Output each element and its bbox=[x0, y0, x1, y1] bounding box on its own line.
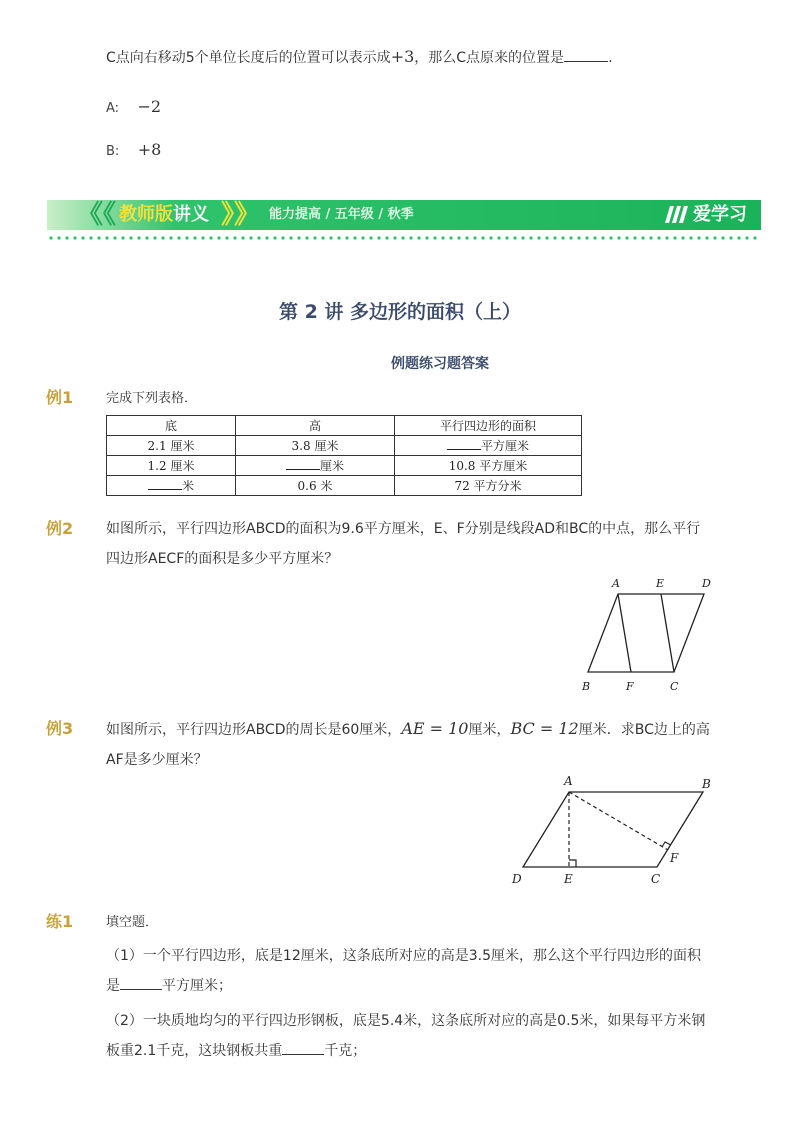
blank-line bbox=[286, 458, 320, 470]
table-cell: 72 平方分米 bbox=[395, 476, 582, 496]
banner-logo-text: 爱学习 bbox=[693, 204, 747, 225]
table-cell: 0.6 米 bbox=[236, 476, 395, 496]
top-question bbox=[106, 42, 746, 73]
table-cell: 3.8 厘米 bbox=[236, 436, 395, 456]
table-row bbox=[107, 476, 582, 496]
left-chevron-icon: 《《 bbox=[77, 200, 117, 230]
point-label: C bbox=[670, 680, 679, 693]
point-label: D bbox=[702, 577, 711, 590]
point-label: F bbox=[626, 680, 634, 693]
banner-breadcrumb: 能力提高 / 五年级 / 秋季 bbox=[269, 207, 414, 222]
point-label: E bbox=[564, 872, 573, 886]
question-end: . bbox=[608, 50, 613, 66]
aixuexi-logo-icon bbox=[663, 203, 691, 227]
table-cell-blank[interactable] bbox=[395, 436, 582, 456]
right-chevron-icon: 》》 bbox=[221, 200, 261, 230]
practice-1-item-2 bbox=[106, 1006, 746, 1066]
option-b-key: B: bbox=[106, 144, 120, 159]
table-row bbox=[107, 456, 582, 476]
item-2-line2 bbox=[106, 1036, 746, 1066]
point-label: B bbox=[582, 680, 591, 693]
table-header-cell: 高 bbox=[236, 416, 395, 436]
example-2-label: 例2 bbox=[46, 519, 74, 538]
blank-line bbox=[148, 478, 182, 490]
banner-brand bbox=[119, 204, 209, 226]
option-a-value: −2 bbox=[137, 97, 162, 116]
practice-1-text: 填空题． bbox=[106, 915, 159, 930]
unit-2: 厘米．求BC边上的高 bbox=[578, 722, 710, 738]
figure-parallelogram-aecf bbox=[574, 574, 724, 698]
question-text: C点向右移动5个单位长度后的位置可以表示成 bbox=[106, 50, 391, 66]
example-3-label: 例3 bbox=[46, 719, 74, 738]
answer-blank[interactable] bbox=[120, 975, 162, 990]
equation-bc: BC = 12 bbox=[510, 719, 579, 738]
equation-ae: AE = 10 bbox=[401, 719, 469, 738]
item-1-line2-pre: 是 bbox=[106, 978, 120, 994]
point-label: E bbox=[656, 577, 665, 590]
segment-ec bbox=[661, 594, 674, 672]
question-text-post: ，那么C点原来的位置是 bbox=[414, 50, 565, 66]
parallelogram-abcd bbox=[588, 594, 704, 672]
table-row bbox=[107, 436, 582, 456]
table-cell: 2.1 厘米 bbox=[107, 436, 236, 456]
answer-blank[interactable] bbox=[282, 1040, 324, 1055]
example-2-line2: 四边形AECF的面积是多少平方厘米？ bbox=[106, 551, 339, 567]
table-header-cell: 平行四边形的面积 bbox=[395, 416, 582, 436]
table-header-row bbox=[107, 416, 582, 436]
item-2-line1: （2）一块质地均匀的平行四边形钢板，底是5.4米，这条底所对应的高是0.5米，如果每平方米钢 bbox=[106, 1013, 706, 1029]
table-cell-unit: 平方厘米 bbox=[480, 439, 529, 453]
table-cell-blank[interactable] bbox=[236, 456, 395, 476]
example-1-text: 完成下列表格． bbox=[106, 391, 198, 406]
banner-brand-part1: 教师版 bbox=[119, 204, 173, 225]
item-1-line1: （1）一个平行四边形，底是12厘米，这条底所对应的高是3.5厘米，那么这个平行四边形的面积 bbox=[106, 948, 701, 964]
segment-af bbox=[618, 594, 631, 672]
header-banner bbox=[47, 200, 761, 230]
table-header-cell: 底 bbox=[107, 416, 236, 436]
table-cell: 10.8 平方厘米 bbox=[395, 456, 582, 476]
option-a-key: A: bbox=[106, 101, 120, 116]
option-b[interactable] bbox=[106, 140, 161, 162]
table-cell: 1.2 厘米 bbox=[107, 456, 236, 476]
banner-brand-part2: 讲义 bbox=[173, 204, 209, 225]
table-cell-unit: 厘米 bbox=[319, 459, 344, 473]
question-value: +3 bbox=[390, 47, 415, 66]
example-3-text bbox=[106, 714, 746, 775]
point-label: A bbox=[564, 774, 573, 788]
unit-1: 厘米， bbox=[468, 722, 511, 738]
option-a[interactable] bbox=[106, 97, 161, 119]
point-label: C bbox=[651, 872, 661, 886]
example-2-text bbox=[106, 514, 746, 574]
example-1-label: 例1 bbox=[46, 388, 74, 407]
example-2-line1: 如图所示，平行四边形ABCD的面积为9.6平方厘米，E、F分别是线段AD和BC的中点，那么平行 bbox=[106, 521, 701, 537]
practice-1-item-1 bbox=[106, 941, 746, 1001]
section-title: 例题练习题答案 bbox=[391, 356, 489, 372]
lecture-title: 第 2 讲 多边形的面积（上） bbox=[278, 301, 522, 323]
item-1-line2 bbox=[106, 971, 746, 1001]
item-2-line2-pre: 板重2.1千克，这块钢板共重 bbox=[106, 1043, 283, 1059]
table-cell-blank[interactable] bbox=[107, 476, 236, 496]
table-cell-unit: 米 bbox=[181, 479, 194, 493]
example-3-line2: AF是多少厘米？ bbox=[106, 752, 208, 768]
practice-1-label: 练1 bbox=[46, 912, 74, 931]
point-label: D bbox=[512, 872, 522, 886]
point-label: F bbox=[670, 851, 679, 865]
example-3-line1-pre: 如图所示，平行四边形ABCD的周长是60厘米， bbox=[106, 722, 402, 738]
option-b-value: +8 bbox=[137, 140, 162, 159]
example-3-line1 bbox=[106, 714, 746, 745]
point-label: B bbox=[702, 777, 711, 791]
area-table bbox=[106, 415, 582, 496]
figure-parallelogram-heights bbox=[508, 772, 720, 890]
height-af bbox=[569, 792, 668, 850]
blank-line bbox=[447, 438, 481, 450]
right-angle-mark-e bbox=[569, 860, 576, 867]
answer-blank bbox=[564, 47, 608, 62]
banner-dotted-line bbox=[47, 236, 761, 240]
point-label: A bbox=[612, 577, 620, 590]
item-1-line2-post: 平方厘米； bbox=[162, 978, 232, 994]
item-2-line2-post: 千克； bbox=[324, 1043, 367, 1059]
